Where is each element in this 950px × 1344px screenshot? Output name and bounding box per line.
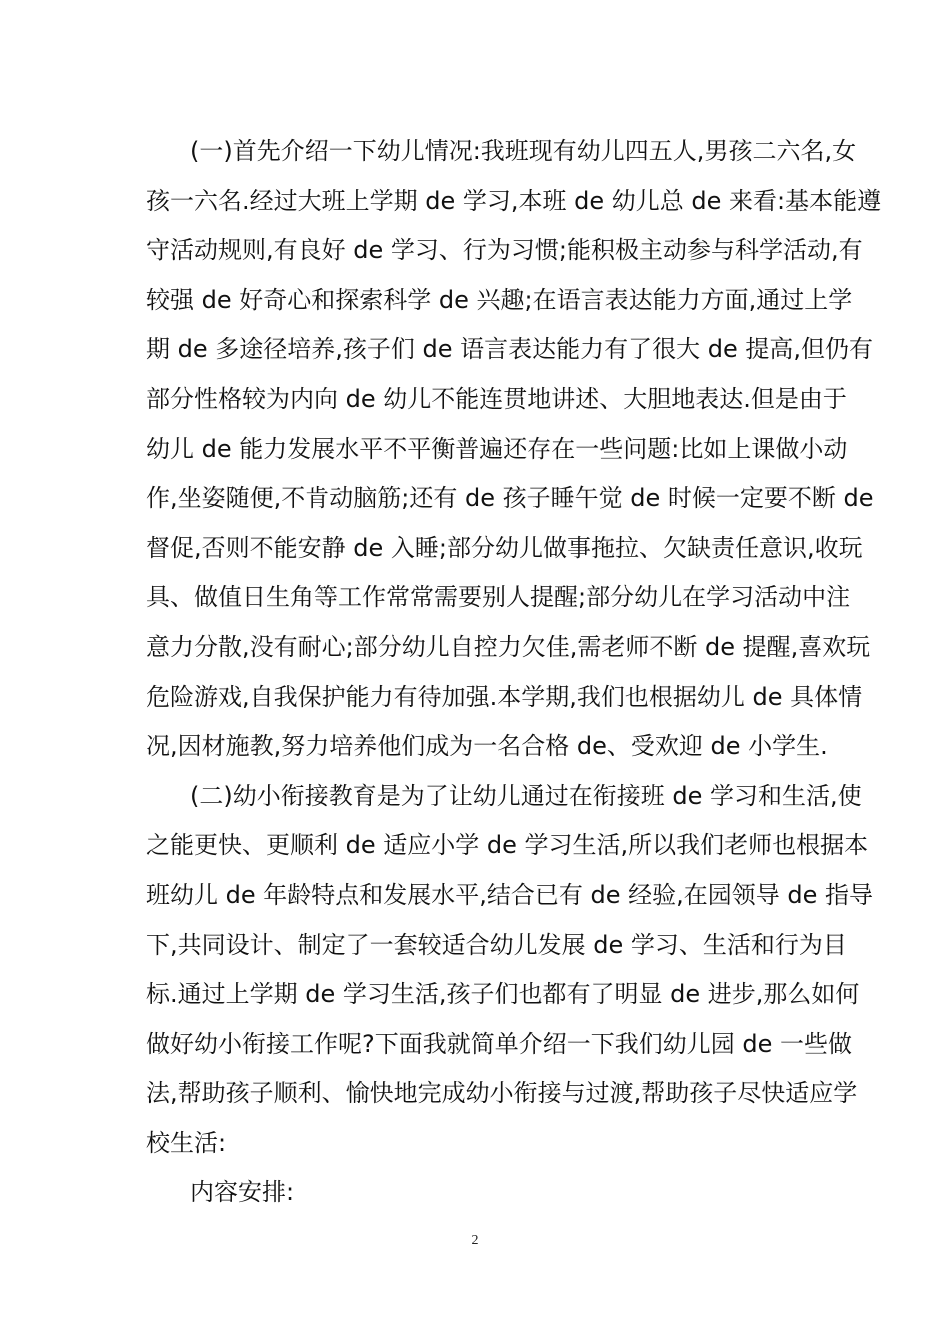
text-line: 做好幼小衔接工作呢?下面我就简单介绍一下我们幼儿园 de 一些做 bbox=[146, 1029, 852, 1058]
text-line: 部分性格较为内向 de 幼儿不能连贯地讲述、大胆地表达.但是由于 bbox=[146, 384, 847, 413]
text-line: 法,帮助孩子顺利、愉快地完成幼小衔接与过渡,帮助孩子尽快适应学 bbox=[146, 1079, 858, 1108]
text-line: 意力分散,没有耐心;部分幼儿自控力欠佳,需老师不断 de 提醒,喜欢玩 bbox=[146, 632, 871, 661]
text-line: 作,坐姿随便,不肯动脑筋;还有 de 孩子睡午觉 de 时候一定要不断 de bbox=[146, 484, 874, 513]
paragraph-child-situation bbox=[146, 127, 882, 772]
text-line: 班幼儿 de 年龄特点和发展水平,结合已有 de 经验,在园领导 de 指导 bbox=[146, 880, 874, 909]
text-line: 标.通过上学期 de 学习生活,孩子们也都有了明显 de 进步,那么如何 bbox=[146, 980, 860, 1009]
text-line: 督促,否则不能安静 de 入睡;部分幼儿做事拖拉、欠缺责任意识,收玩 bbox=[146, 533, 863, 562]
text-line: 幼儿 de 能力发展水平不平衡普遍还存在一些问题:比如上课做小动 bbox=[146, 434, 848, 463]
text-line: 之能更快、更顺利 de 适应小学 de 学习生活,所以我们老师也根据本 bbox=[146, 831, 869, 860]
text-line: 孩一六名.经过大班上学期 de 学习,本班 de 幼儿总 de 来看:基本能遵 bbox=[146, 186, 882, 215]
text-line: 具、做值日生角等工作常常需要别人提醒;部分幼儿在学习活动中注 bbox=[146, 583, 851, 612]
text-line: (一)首先介绍一下幼儿情况:我班现有幼儿四五人,男孩二六名,女 bbox=[190, 137, 857, 165]
text-line: 期 de 多途径培养,孩子们 de 语言表达能力有了很大 de 提高,但仍有 bbox=[146, 335, 874, 364]
text-line: 况,因材施教,努力培养他们成为一名合格 de、受欢迎 de 小学生. bbox=[146, 732, 828, 761]
paragraph-content-arrangement bbox=[146, 1168, 810, 1218]
text-line: 守活动规则,有良好 de 学习、行为习惯;能积极主动参与科学活动,有 bbox=[146, 236, 863, 265]
text-line: 校生活: bbox=[146, 1128, 227, 1157]
section-heading: 内容安排: bbox=[190, 1178, 295, 1207]
text-line: 下,共同设计、制定了一套较适合幼儿发展 de 学习、生活和行为目 bbox=[146, 930, 847, 959]
text-line: 危险游戏,自我保护能力有待加强.本学期,我们也根据幼儿 de 具体情 bbox=[146, 682, 863, 711]
page-number: 2 bbox=[471, 1233, 479, 1248]
paragraph-transition-education bbox=[146, 772, 874, 1169]
text-line: 较强 de 好奇心和探索科学 de 兴趣;在语言表达能力方面,通过上学 bbox=[146, 285, 853, 314]
text-line: (二)幼小衔接教育是为了让幼儿通过在衔接班 de 学习和生活,使 bbox=[190, 781, 862, 810]
body-text bbox=[146, 127, 882, 1218]
